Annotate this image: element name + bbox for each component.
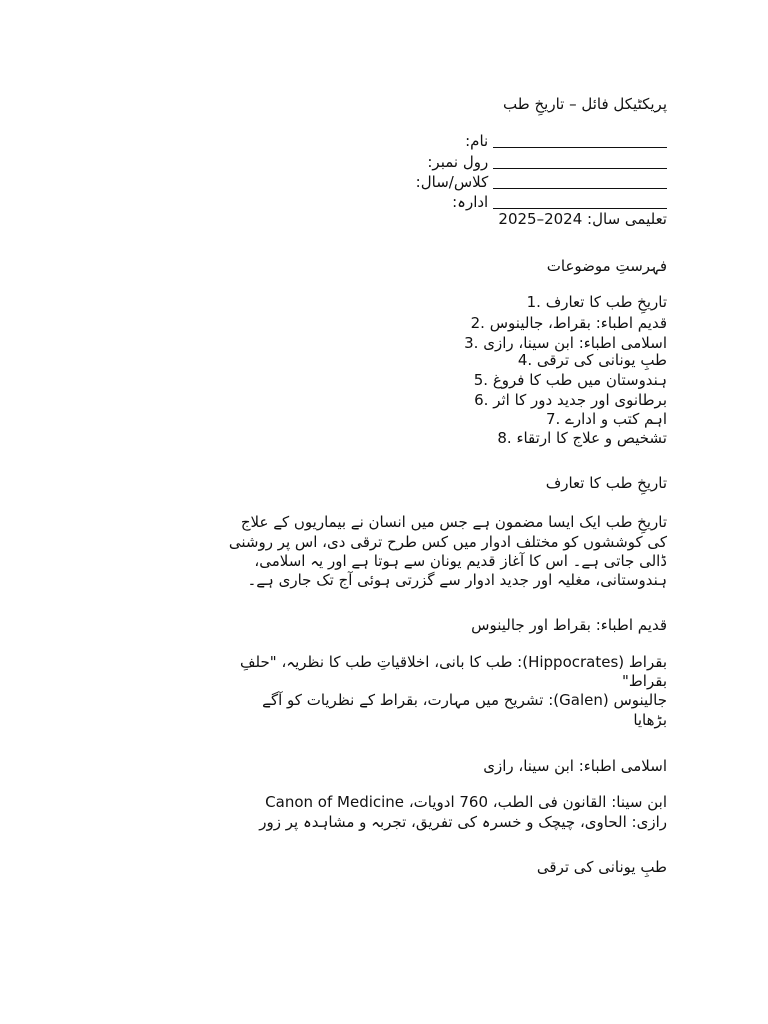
toc-text: برطانوی اور جدید دور کا اثر [493,391,667,409]
section-heading-ancient-physicians: قدیم اطباء: بقراط اور جالینوس [471,616,667,634]
toc-number: 4. [517,351,533,369]
field-label: رول نمبر: [427,153,489,171]
toc-text: اہم کتب و ادارے [565,410,667,428]
academic-session: تعلیمی سال: 2024–2025 [498,210,667,228]
toc-text: قدیم اطباء: بقراط، جالینوس [489,314,667,332]
paragraph-line: کی کوششوں کو مختلف ادوار میں کس طرح ترقی دی، اس پر روشنی [228,533,667,551]
paragraph-line: تاریخِ طب ایک ایسا مضمون ہے جس میں انسان نے بیماریوں کے علاج [240,513,667,531]
class-year-blank [493,174,667,189]
galen-line-cont: بڑھایا [633,711,667,729]
toc-text: طبِ یونانی کی ترقی [536,351,667,369]
ibn-sina-line: ابن سینا: القانون فی الطب، 760 ادویات، Canon of Medicine [265,793,667,811]
galen-line: جالینوس (Galen): تشریح میں مہارت، بقراط کے نظریات کو آگے [262,691,667,709]
document-title: پریکٹیکل فائل – تاریخِ طب [503,95,667,113]
name-field [465,131,667,151]
section-heading-islamic-physicians: اسلامی اطباء: ابن سینا، رازی [483,757,667,775]
paragraph-line: ڈالی جاتی ہے۔ اس کا آغاز قدیم یونان سے ہوتا ہے اور یہ اسلامی، [254,552,667,570]
paragraph-line: ہندوستانی، مغلیہ اور جدید ادوار سے گزرتی ہوئی آج تک جاری ہے۔ [247,571,667,589]
hippocrates-line-cont: بقراط" [622,672,667,690]
toc-number: 6. [474,391,489,409]
toc-number: 2. [470,314,485,332]
roll-number-field [427,152,667,172]
toc-heading: فہرستِ موضوعات [546,257,667,275]
toc-item [527,292,667,312]
toc-item [546,409,667,429]
toc-item [474,390,667,410]
class-year-field [416,172,667,192]
institution-blank [493,194,667,209]
toc-item [474,370,667,390]
toc-item [518,350,667,370]
name-blank [493,133,667,148]
toc-number: 3. [464,334,479,352]
field-label: نام: [465,132,489,150]
toc-text: اسلامی اطباء: ابن سینا، رازی [483,334,667,352]
roll-number-blank [493,154,667,169]
field-label: کلاس/سال: [415,173,489,191]
toc-number: 1. [526,293,541,311]
toc-text: تشخیص و علاج کا ارتقاء [516,429,667,447]
field-label: ادارہ: [452,193,489,211]
toc-text: ہندوستان میں طب کا فروغ [492,371,667,389]
toc-item [497,428,667,448]
toc-number: 5. [473,371,489,389]
hippocrates-line: بقراط (Hippocrates): طب کا بانی، اخلاقیاتِ طب کا نظریہ، "حلفِ [240,653,667,671]
toc-number: 7. [545,410,561,428]
section-heading-unani-medicine: طبِ یونانی کی ترقی [536,858,667,876]
razi-line: رازی: الحاوی، چیچک و خسرہ کی تفریق، تجربہ و مشاہدہ پر زور [259,813,667,831]
toc-text: تاریخِ طب کا تعارف [545,293,667,311]
toc-item [471,313,667,333]
section-heading-introduction: تاریخِ طب کا تعارف [545,474,667,492]
toc-number: 8. [497,429,512,447]
